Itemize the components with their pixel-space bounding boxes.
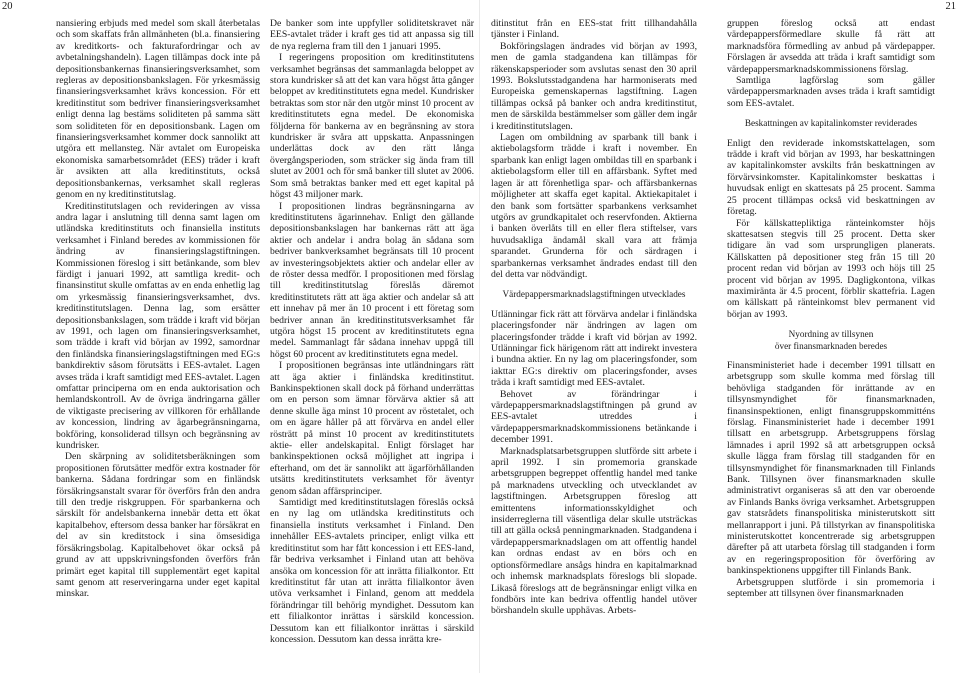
paragraph: I propositionen lindras begränsningarna av kreditinstitutens ägarinnehav. Enligt den gällande depositionsbankslagen har bankernas rätt att äga aktier och andelar i andra bolag än sådana som bedriver bankverksamhet begränsats till 10 procent av investeringsobjektets aktier och andelar eller av de röster dessa medför. I propositionen med förslag till kreditinstitutslag föreslås däremot kreditinstitutets rätt att äga aktier och andelar så att ett innehav på mer än 10 procent i ett företag som bedriver annan än kreditinstitutsverksamhet får utgöra högst 15 procent av kreditinstitutets egna medel. Sammanlagt får sådana innehav uppgå till högst 60 procent av kreditinstitutets egna medel. <box>270 200 474 360</box>
paragraph: Kreditinstitutslagen och revideringen av vissa andra lagar i anslutning till denna samt lagen om utländska kreditinstituts och finansiella instituts verksamhet i Finland beredes av kommissionen för ändring av finansieringslagstiftningen. Kommissionen föreslog i sitt betänkande, som blev färdigt i januari 1992, att samtliga kredit- och finansinstitut skulle omfattas av en enda enhetlig lag om yrkesmässig finansieringsverksamhet, dvs. kreditinstitutslagen. Denna lag, som ersätter depositionsbankslagen, som trädde i kraft vid början av 1991, och lagen om finansieringsverksamhet, som trädde i kraft vid början av 1992, samordnar den finländska finansieringslagstiftningen med EG:s bankdirektiv såsom förutsätts i EES-avtalet. Lagen avses träda i kraft samtidigt med EES-avtalet. Lagen omfattar principerna om en enda auktorisation och hemlandskontroll. Av de övriga ändringarna gäller de viktigaste precisering av villkoren för erhållande av koncession, lindring av ägarbegränsningarna, bokföring, konsoliderad tillsyn och begränsning av kundrisker. <box>56 200 260 452</box>
section-heading: Beskattningen av kapitalinkomster reviderades <box>744 118 918 129</box>
paragraph: De banker som inte uppfyller soliditetskravet när EES-avtalet träder i kraft ges tid att anpassa sig till de nya reglerna fram till den 1 januari 1995. <box>270 18 474 52</box>
section-heading: Värdepappersmarknadslagstiftningen utvecklades <box>502 289 686 300</box>
paragraph: Behovet av förändringar i värdepappersmarknadslagstiftningen på grund av EES-avtalet utreddes i värdepappersmarknadskommissionens betänkande i december 1991. <box>491 388 697 446</box>
paragraph: Samtidigt med kreditinstitutslagen föreslås också en ny lag om utländska kreditinstituts och finansiella instituts verksamhet i Finland. Den innehåller EES-avtalets principer, enligt vilka ett kreditinstitut som har fått koncession i ett EES-land, får bedriva verksamhet i Finland utan att behöva ansöka om koncession för att inrätta filialkontor. Ett kreditinstitut får utan att inrätta filialkontor även utöva verksamhet i Finland, genom att meddela förändringar till behörig myndighet. Dessutom kan ett filialkontor inrättas i särskild koncession. Dessutom kan ett filialkontor inrättas i särskild koncession. Dessutom kan dessa inrätta kre- <box>270 497 474 645</box>
paragraph: Bokföringslagen ändrades vid början av 1993, men de gamla stadgandena kan tillämpas för räkenskapsperioder som avslutas senast den 30 april 1993. Bokslutsstadgandena har harmoniserats med Europeiska gemenskapernas lagstiftning. Lagen tillämpas också på banker och andra kreditinstitut, men de särskilda bestämmelser som gäller dem ingår i kreditinstitutslagen. <box>491 40 697 132</box>
paragraph: I regeringens proposition om kreditinstitutens verksamhet begränsas det sammanlagda beloppet av stora kundrisker så att det kan vara högst åtta gånger beloppet av kreditinstitutets egna medel. Kundrisker betraktas som stor när den utgör minst 10 procent av kreditinstitutets egna medel. De ekonomiska följderna för bankerna av en begränsning av stora kundrisker är svåra att uppskatta. Anpassningen underlättas dock av den rätt långa övergångsperioden, som sträcker sig ända fram till slutet av 2001 och för små banker till slutet av 2006. Som små betraktas banker med ett eget kapital på högst 43 miljoner mark. <box>270 52 474 201</box>
paragraph: Arbetsgruppen slutförde i sin promemoria i september att tillsynen över finansmarknaden <box>727 576 935 600</box>
paragraph: Lagen om ombildning av sparbank till bank i aktiebolagsform trädde i kraft i november. En sparbank kan enligt lagen ombildas till en sparbank i aktiebolagsform eller till en affärsbank. Syftet med lagen är att förenhetliga spar- och affärsbankernas möjligheter att skaffa eget kapital. Aktiekapitalet i den bank som fortsätter sparbankens verksamhet utgörs av grundkapitalet och reservfonden. Aktierna i banken överlåts till en eller flera stiftelser, vars huvudsakliga ändamål skall vara att främja sparandet. Grunderna för och särdragen i sparbankernas verksamhet ändrades endast till den del detta var nödvändigt. <box>491 132 697 280</box>
paragraph: Enligt den reviderade inkomstskattelagen, som trädde i kraft vid början av 1993, har beskattningen av kapitalinkomster avskilts från beskattningen av förvärvsinkomster. Kapitalinkomster beskattas i huvudsak enligt en skattesats på 25 procent. Samma 25 procent tillämpas också vid beskattningen av företag. <box>727 137 935 218</box>
section-heading: över finansmarknaden beredes <box>774 340 888 351</box>
paragraph: För källskattepliktiga ränteinkomster höjs skattesatsen stegvis till 25 procent. Detta sker tidigare än vad som ursprungligen planerats. Källskatten på depositioner steg från 15 till 20 procent redan vid början av 1993 och höjs till 25 procent vid början av 1995. Dagligkontona, vilkas maximiränta är 4.5 procent, förblir skattefria. Lagen om källskatt på ränteinkomst blev permanent vid början av 1993. <box>727 217 935 320</box>
paragraph: Utlänningar fick rätt att förvärva andelar i finländska placeringsfonder när ändringen av lagen om placeringsfonder trädde i kraft vid början av 1992. Utlänningar fick härigenom rätt att indirekt investera i bundna aktier. En ny lag om placeringsfonder, som iakttar EG:s direktiv om placeringsfonder, avses träda i kraft samtidigt med EES-avtalet. <box>491 308 697 389</box>
paragraph: nansiering erbjuds med medel som skall återbetalas och som skaffats från allmänheten (bl.a. finansiering av kreditkorts- och fakturafordringar och av avbetalningshandeln). Lagen tillämpas dock inte på depositionsbankernas finansieringsverksamhet, som regleras av depositionsbankslagen. För yrkesmässig finansieringsverksamhet krävs koncession. För ett kreditinstitut som bedriver finansieringsverksamhet enligt denna lag bestäms soliditeten på samma sätt som soliditeten för en depositionsbank. Lagen om finansieringsverksamhet kommer dock sannolikt att utgöra ett mellansteg. När avtalet om Europeiska ekonomiska samarbetsområdet (EES) träder i kraft är avsikten att alla kreditinstituts, också depositionsbankernas, verksamhet skall regleras genom en ny kreditinstitutslag. <box>56 18 260 201</box>
left-page-column-2 <box>270 18 474 673</box>
paragraph: gruppen föreslog också att endast värdepappersförmedlare skulle få rätt att marknadsföra förmedling av anbud på värdepapper. Förslagen är avsedda att träda i kraft samtidigt som värdepappersmarknadskommissionens förslag. <box>727 18 935 75</box>
right-page-column-1 <box>491 18 697 673</box>
paragraph: Marknadsplatsarbetsgruppen slutförde sitt arbete i april 1992. I sin promemoria granskade arbetsgruppen begreppet offentlig handel med tanke på marknadens utveckling och utvecklandet av lagstiftningen. Arbetsgruppen föreslog att emittentens informationsskyldighet och insiderreglerna till väsentliga delar skulle utsträckas till att gälla också penningmarknaden. Stadgandena i värdepappersmarknadslagen om att offentlig handel kan ordnas endast av en börs och en optionsförmedlare ansågs hindra en kapitalmarknad och inhemsk marknadsplats föreslogs bli slopade. Likaså föreslogs att de begränsningar enligt vilka en fondbörs inte kan bedriva offentlig handel utöver börshandeln skulle upphävas. Arbets- <box>491 445 697 617</box>
page-number-right: 21 <box>945 1 956 12</box>
page-number-left: 20 <box>2 1 13 12</box>
paragraph: ditinstitut från en EES-stat fritt tillhandahålla tjänster i Finland. <box>491 18 697 41</box>
left-page-column-1 <box>56 18 260 673</box>
paragraph: Den skärpning av soliditetsberäkningen som propositionen förutsätter medför extra kostnader för bankerna. Sådana fordringar som en finländsk försäkringsanstalt svarar för överförs från den andra till den tredje riskgruppen. För sparbankerna och särskilt för andelsbankerna innebär detta ett ökat kapitalbehov, eftersom dessa banker har försäkrat en del av sin kreditstock i sina ömsesidiga försäkringsbolag. Kapitalbehovet ökar också på grund av att uppskrivningsfonden överförs från primärt eget kapital till supplementärt eget kapital samt genom att reserveringarna under eget kapital minskar. <box>56 451 260 600</box>
paragraph: I propositionen begränsas inte utländningars rätt att äga aktier i finländska kreditinstitut. Bankinspektionen skall dock på förhand underrättas om en person som ämnar förvärva aktier så att denne skulle äga minst 10 procent av röstetalet, och om en ägare håller på att förvärva en andel eller rösträtt på minst 10 procent av kreditinstitutets aktie- eller andelskapital. Enligt förslaget har bankinspektionen också möjlighet att ingripa i efterhand, om det är sannolikt att ägarförhållanden utsätts kreditinstitutets verksamhet för äventyr genom sådan affärsprinciper. <box>270 360 474 497</box>
paragraph: Samtliga lagförslag som gäller värdepappersmarknaden avses träda i kraft samtidigt som EES-avtalet. <box>727 75 935 109</box>
right-page-column-2 <box>727 18 935 673</box>
paragraph: Finansministeriet hade i december 1991 tillsatt en arbetsgrupp som skulle komma med förslag till behövliga stadganden för inrättande av en tillsynsmyndighet för finansmarknaden, finansinspektionen, enligt finansgruppskommitténs förslag. Finansministeriet hade i december 1991 tillsatt en arbetsgrupp. Arbetsgruppens förslag lämnades i april 1992 så att arbetsgruppen också skulle lägga fram förslag till stadganden för en tillsynsmyndighet för finansmarknaden till Finlands Bank. Tillsynen över finansmarknaden skulle administrativt organiseras så att den var oberoende av Finlands Banks övriga verksamhet. Arbetsgruppen gav statsrådets finanspolitiska ministerutskott sitt mellanrapport i juni. På tillstyrkan av finanspolitiska ministerutskottet koncentrerade sig arbetsgruppen därefter på att utarbeta förslag till stadganden i form av en regeringsproposition för överföring av bankinspektionens uppgifter till Finlands Bank. <box>727 359 935 577</box>
section-heading: Nyordning av tillsynen <box>788 329 874 340</box>
